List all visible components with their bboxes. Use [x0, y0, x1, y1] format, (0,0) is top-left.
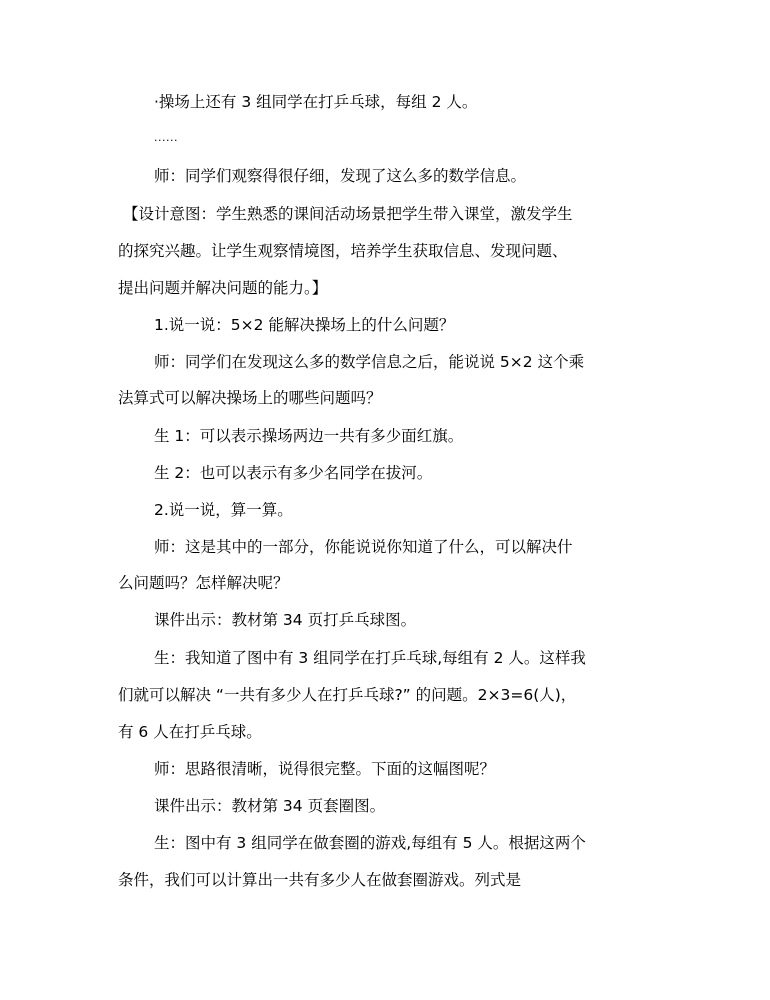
section-heading: 2.说一说，算一算。	[154, 501, 293, 519]
section-heading: 1.说一说：5×2 能解决操场上的什么问题？	[154, 316, 455, 334]
paragraph-line: 法算式可以解决操场上的哪些问题吗？	[118, 389, 382, 407]
paragraph-line: 课件出示：教材第 34 页打乒乓球图。	[154, 611, 417, 629]
paragraph-line: 师：这是其中的一部分，你能说说你知道了什么，可以解决什	[154, 538, 573, 556]
paragraph-line: 课件出示：教材第 34 页套圈图。	[154, 797, 386, 815]
paragraph-line: 生：图中有 3 组同学在做套圈的游戏,每组有 5 人。根据这两个	[154, 834, 586, 852]
paragraph-line: 条件，我们可以计算出一共有多少人在做套圈游戏。列式是	[118, 871, 522, 889]
design-intent-line: 的探究兴趣。让学生观察情境图，培养学生获取信息、发现问题、	[118, 242, 568, 260]
paragraph-line: 生 2：也可以表示有多少名同学在拔河。	[154, 464, 433, 482]
design-intent-line: 提出问题并解决问题的能力。】	[118, 279, 328, 297]
paragraph-line: 师：同学们在发现这么多的数学信息之后，能说说 5×2 这个乘	[154, 353, 585, 371]
paragraph-line: 师：思路很清晰，说得很完整。下面的这幅图呢？	[154, 760, 496, 778]
ellipsis-line: ......	[154, 131, 178, 144]
paragraph-line: 师：同学们观察得很仔细，发现了这么多的数学信息。	[154, 167, 527, 185]
paragraph-line: 生 1：可以表示操场两边一共有多少面红旗。	[154, 427, 464, 445]
paragraph-line: 有 6 人在打乒乓球。	[118, 723, 262, 741]
paragraph-line: 们就可以解决 “一共有多少人在打乒乓球?” 的问题。2×3=6(人)，	[118, 686, 577, 704]
paragraph-line: 么问题吗？怎样解决呢？	[118, 574, 289, 592]
design-intent-line: 【设计意图：学生熟悉的课间活动场景把学生带入课堂，激发学生	[123, 205, 573, 223]
paragraph-line: ·操场上还有 3 组同学在打乒乓球，每组 2 人。	[154, 93, 478, 111]
paragraph-line: 生：我知道了图中有 3 组同学在打乒乓球,每组有 2 人。这样我	[154, 649, 586, 667]
